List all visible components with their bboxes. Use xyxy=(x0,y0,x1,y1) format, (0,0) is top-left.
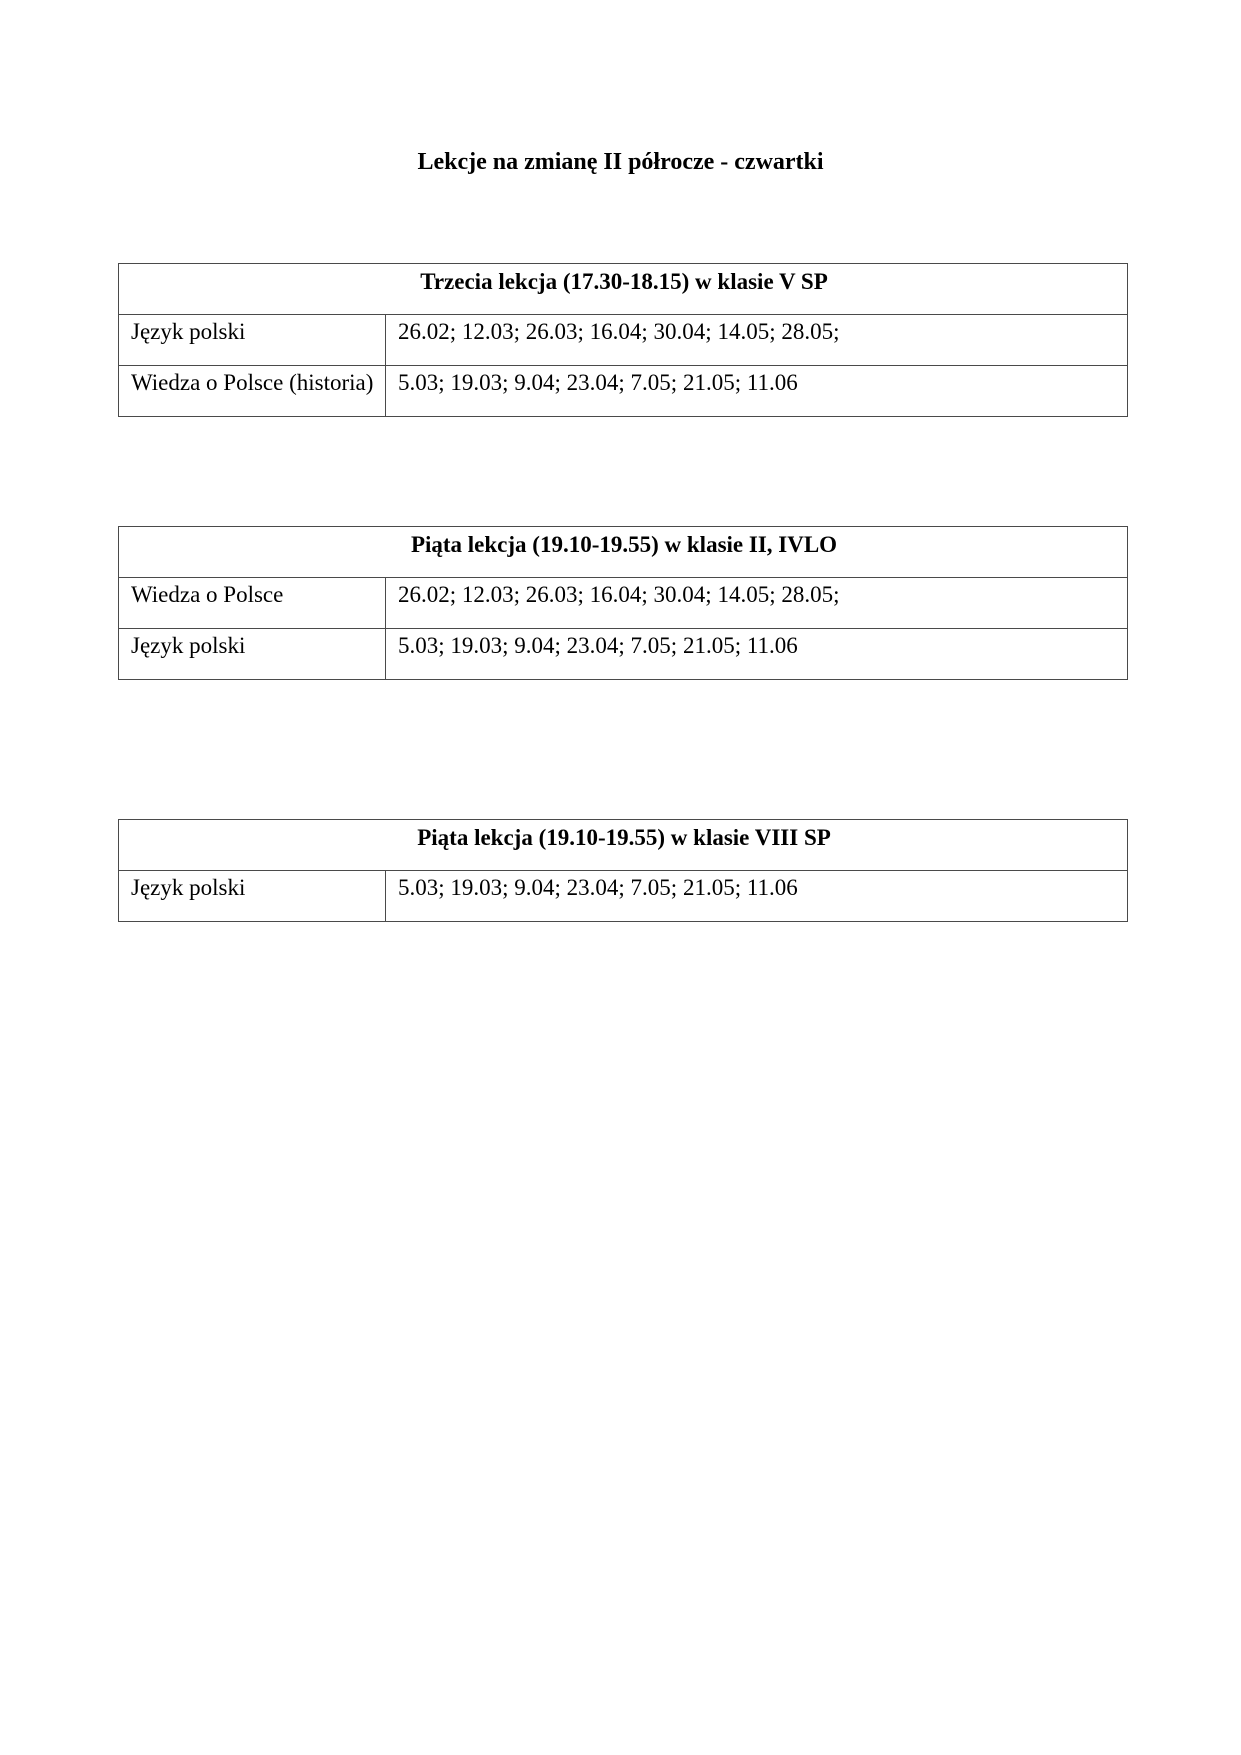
table-header-row xyxy=(119,527,1128,578)
schedule-table-class-v-sp xyxy=(118,263,1128,417)
table-row xyxy=(119,366,1128,417)
table-header-row xyxy=(119,820,1128,871)
dates-cell: 26.02; 12.03; 26.03; 16.04; 30.04; 14.05; 28.05; xyxy=(386,578,1128,629)
dates-cell: 5.03; 19.03; 9.04; 23.04; 7.05; 21.05; 11.06 xyxy=(386,629,1128,680)
dates-cell: 5.03; 19.03; 9.04; 23.04; 7.05; 21.05; 11.06 xyxy=(386,366,1128,417)
table-header: Trzecia lekcja (17.30-18.15) w klasie V SP xyxy=(119,264,1128,315)
schedule-table-class-viii-sp xyxy=(118,819,1128,922)
subject-cell: Wiedza o Polsce (historia) xyxy=(119,366,386,417)
page-title: Lekcje na zmianę II półrocze - czwartki xyxy=(417,149,824,175)
table-header: Piąta lekcja (19.10-19.55) w klasie VIII SP xyxy=(119,820,1128,871)
subject-cell: Język polski xyxy=(119,871,386,922)
dates-cell: 5.03; 19.03; 9.04; 23.04; 7.05; 21.05; 11.06 xyxy=(386,871,1128,922)
table-header-row xyxy=(119,264,1128,315)
table-row xyxy=(119,871,1128,922)
subject-cell: Język polski xyxy=(119,315,386,366)
subject-cell: Wiedza o Polsce xyxy=(119,578,386,629)
table-row xyxy=(119,315,1128,366)
table-row xyxy=(119,578,1128,629)
subject-cell: Język polski xyxy=(119,629,386,680)
schedule-table-class-ii-ivlo xyxy=(118,526,1128,680)
table-row xyxy=(119,629,1128,680)
dates-cell: 26.02; 12.03; 26.03; 16.04; 30.04; 14.05; 28.05; xyxy=(386,315,1128,366)
table-header: Piąta lekcja (19.10-19.55) w klasie II, IVLO xyxy=(119,527,1128,578)
